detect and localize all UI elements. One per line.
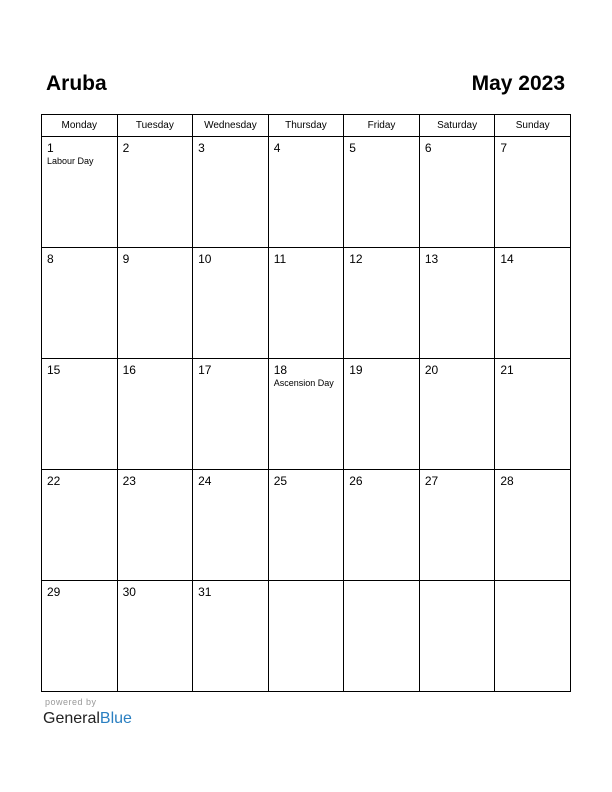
day-cell (117, 248, 193, 359)
day-cell (344, 359, 420, 470)
day-cell (42, 359, 118, 470)
day-number: 14 (500, 252, 514, 266)
month-year-title: May 2023 (471, 72, 565, 95)
day-number: 2 (122, 141, 130, 155)
day-number: 6 (424, 141, 432, 155)
day-number: 8 (47, 252, 54, 266)
day-cell (419, 581, 495, 692)
day-cell (268, 470, 344, 581)
day-number: 23 (122, 474, 136, 488)
weekday-header-row (42, 115, 571, 137)
day-number: 31 (198, 585, 212, 599)
day-cell (193, 581, 269, 692)
day-cell (495, 581, 571, 692)
day-cell (419, 359, 495, 470)
weekday-header: Saturday (419, 115, 495, 137)
day-number: 10 (198, 252, 212, 266)
powered-by-text: powered by (45, 697, 97, 707)
day-cell (344, 248, 420, 359)
day-cell (268, 581, 344, 692)
week-row (42, 359, 571, 470)
day-cell (268, 248, 344, 359)
day-number: 25 (273, 474, 288, 488)
day-number: 17 (198, 363, 212, 377)
day-cell (344, 581, 420, 692)
week-row (42, 581, 571, 692)
day-cell (268, 137, 344, 248)
day-number: 20 (424, 363, 439, 377)
day-number (495, 581, 570, 585)
day-cell (495, 137, 571, 248)
day-cell (42, 248, 118, 359)
day-number: 4 (273, 141, 281, 155)
day-number: 7 (500, 141, 508, 155)
day-cell (42, 470, 118, 581)
day-number: 13 (424, 252, 439, 266)
week-row (42, 137, 571, 248)
day-number: 3 (198, 141, 205, 155)
day-number: 19 (349, 363, 363, 377)
day-number: 30 (122, 585, 136, 599)
day-cell (419, 248, 495, 359)
day-number: 1 (47, 141, 54, 155)
logo-blue: Blue (99, 710, 132, 727)
day-cell (193, 137, 269, 248)
day-number: 12 (349, 252, 363, 266)
day-cell (495, 470, 571, 581)
day-number: 29 (47, 585, 61, 599)
day-cell (117, 137, 193, 248)
weekday-header: Tuesday (117, 115, 193, 137)
day-cell (117, 359, 193, 470)
day-number: 22 (47, 474, 61, 488)
footer-branding (43, 697, 132, 729)
day-cell (42, 137, 118, 248)
day-number: 27 (424, 474, 439, 488)
weekday-header: Sunday (495, 115, 571, 137)
logo-general: General (43, 710, 100, 727)
day-number: 28 (500, 474, 514, 488)
day-number: 18 (273, 363, 288, 377)
day-number (269, 581, 344, 585)
day-number: 15 (47, 363, 61, 377)
weekday-header: Friday (344, 115, 420, 137)
day-cell (268, 359, 344, 470)
day-cell (419, 470, 495, 581)
generalblue-logo (43, 709, 132, 729)
day-cell (419, 137, 495, 248)
day-number: 26 (349, 474, 363, 488)
day-cell (495, 248, 571, 359)
day-cell (344, 470, 420, 581)
weekday-header: Monday (42, 115, 118, 137)
day-number: 16 (122, 363, 136, 377)
weekday-header: Thursday (268, 115, 344, 137)
day-cell (117, 581, 193, 692)
country-title: Aruba (46, 72, 107, 95)
day-number: 5 (349, 141, 356, 155)
calendar-grid (41, 114, 571, 692)
week-row (42, 248, 571, 359)
day-number: 21 (500, 363, 514, 377)
day-cell (193, 248, 269, 359)
day-cell (117, 470, 193, 581)
holiday-label: Labour Day (47, 156, 94, 166)
day-cell (193, 359, 269, 470)
week-row (42, 470, 571, 581)
day-number: 11 (273, 252, 287, 266)
holiday-label: Ascension Day (273, 378, 334, 388)
day-number (344, 581, 419, 585)
day-cell (42, 581, 118, 692)
day-number (420, 581, 495, 585)
weekday-header: Wednesday (193, 115, 269, 137)
day-number: 24 (198, 474, 212, 488)
day-number: 9 (122, 252, 130, 266)
day-cell (344, 137, 420, 248)
day-cell (495, 359, 571, 470)
day-cell (193, 470, 269, 581)
